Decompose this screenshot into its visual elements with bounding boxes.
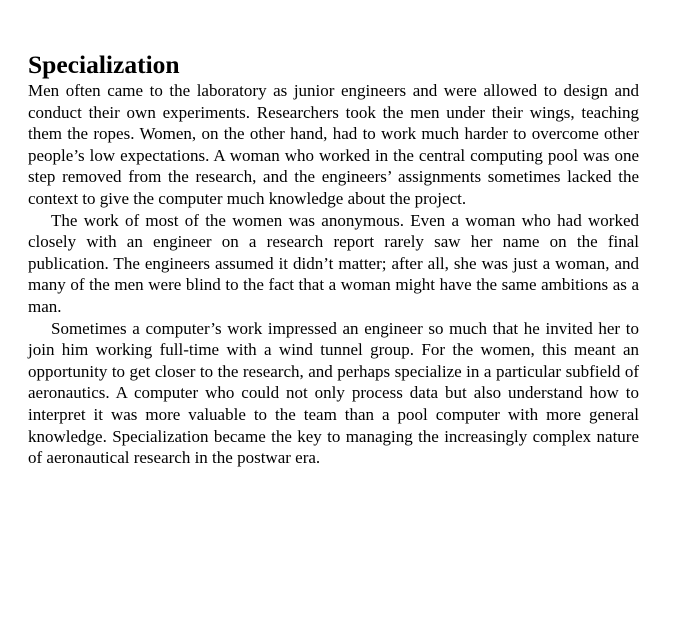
paragraph-3: Sometimes a computer’s work impressed an engineer so much that he invited her to join him working full-time with a wind tunnel group. For the women, this meant an opportunity to get closer to the research, and perhaps specialize in a particular subfield of aeronautics. A computer who could not only process data but also understand how to interpret it was more valuable to the team than a pool computer with more general knowledge. Specialization became the key to managing the increasingly complex nature of aeronautical research in the postwar era. xyxy=(28,318,639,468)
paragraph-1: Men often came to the laboratory as junior engineers and were allowed to design and conduct their own experiments. Researchers took the men under their wings, teaching them the ropes. Women, on the other hand, had to work much harder to overcome other people’s low expectations. A woman who worked in the central computing pool was one step removed from the research, and the engineers’ assignments sometimes lacked the context to give the computer much knowledge about the project. xyxy=(28,81,639,208)
section-heading: Specialization xyxy=(28,50,180,79)
paragraph-2: The work of most of the women was anonymous. Even a woman who had worked closely with an engineer on a research report rarely saw her name on the final publication. The engineers assumed it didn’t matter; after all, she was just a woman, and many of the men were blind to the fact that a woman might have the same ambitions as a man. xyxy=(28,210,639,316)
document-page xyxy=(28,50,639,469)
